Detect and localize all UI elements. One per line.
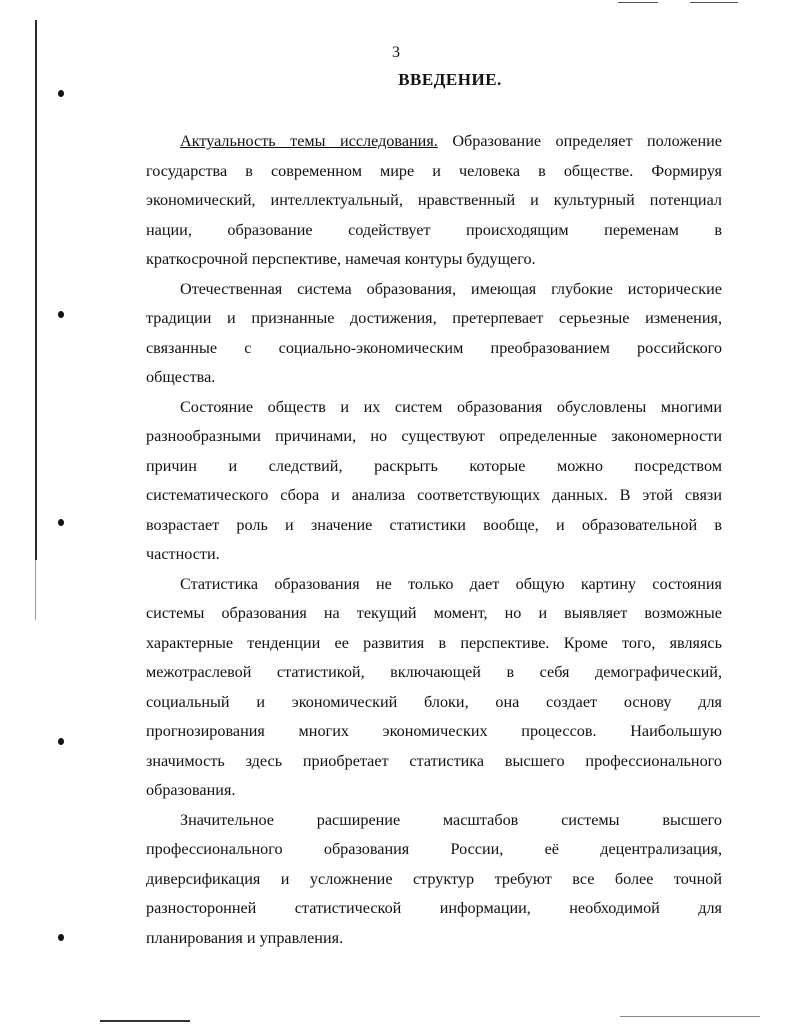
text-line: Состояние обществ и их систем образования обусловлены многими — [180, 397, 722, 416]
page-number: 3 — [392, 44, 400, 61]
punch-hole-mark — [58, 311, 64, 318]
text-line: возрастает роль и значение статистики вообще, и образовательной в — [146, 515, 722, 534]
text-line: краткосрочной перспективе, намечая контуры будущего. — [146, 250, 536, 268]
text-line: разносторонней статистической информации, необходимой для — [146, 899, 722, 917]
text-line: нации, образование содействует происходящим переменам в — [146, 220, 722, 239]
text-line: характерные тенденции ее развития в перспективе. Кроме того, являясь — [146, 633, 722, 652]
text-line: систематического сбора и анализа соответствующих данных. В этой связи — [146, 486, 722, 504]
scan-bottom-mark — [620, 1016, 760, 1017]
text-line: прогнозирования многих экономических процессов. Наибольшую — [146, 722, 722, 740]
paragraph — [146, 393, 722, 570]
text-line: межотраслевой статистикой, включающей в себя демографический, — [146, 663, 722, 681]
text-line: Отечественная система образования, имеющая глубокие исторические — [180, 279, 722, 298]
punch-hole-mark — [58, 738, 64, 745]
text-line: частности. — [146, 545, 220, 563]
scan-bottom-mark — [100, 1020, 190, 1022]
text-line: Актуальность темы исследования. Образование определяет положение — [180, 132, 722, 150]
section-heading: ВВЕДЕНИЕ. — [398, 70, 502, 89]
text-line: Значительное расширение масштабов системы высшего — [180, 810, 722, 829]
text-line: планирования и управления. — [146, 928, 344, 947]
scan-edge-line — [35, 20, 37, 560]
text-line: социальный и экономический блоки, она создает основу для — [146, 692, 722, 711]
text-line: государства в современном мире и человека в обществе. Формируя — [146, 161, 722, 180]
punch-hole-mark — [58, 934, 64, 941]
text-line: причин и следствий, раскрыть которые можно посредством — [146, 456, 722, 475]
text-line: профессионального образования России, её децентрализация, — [146, 840, 722, 858]
text-line: системы образования на текущий момент, но и выявляет возможные — [146, 604, 722, 622]
text-line: традиции и признанные достижения, претерпевает серьезные изменения, — [146, 309, 722, 327]
body-text — [146, 127, 722, 953]
paragraph — [146, 275, 722, 393]
paragraph — [146, 127, 722, 275]
text-line: разнообразными причинами, но существуют определенные закономерности — [146, 427, 722, 445]
text-line: образования. — [146, 781, 236, 799]
punch-hole-mark — [58, 90, 64, 97]
text-line: связанные с социально-экономическим преобразованием российского — [146, 338, 722, 357]
punch-hole-mark — [58, 519, 64, 526]
text-line: экономический, интеллектуальный, нравственный и культурный потенциал — [146, 191, 722, 209]
text-line: Статистика образования не только дает общую картину состояния — [180, 574, 722, 593]
text-line: значимость здесь приобретает статистика высшего профессионального — [146, 751, 722, 770]
paragraph — [146, 806, 722, 954]
scan-edge-line-faint — [35, 560, 36, 620]
text-line: общества. — [146, 368, 216, 386]
text-line: диверсификация и усложнение структур требуют все более точной — [146, 869, 722, 888]
scan-top-mark — [618, 2, 658, 3]
paragraph — [146, 570, 722, 806]
topic-relevance-label: Актуальность темы исследования. — [180, 132, 438, 150]
scan-top-mark — [690, 2, 738, 3]
